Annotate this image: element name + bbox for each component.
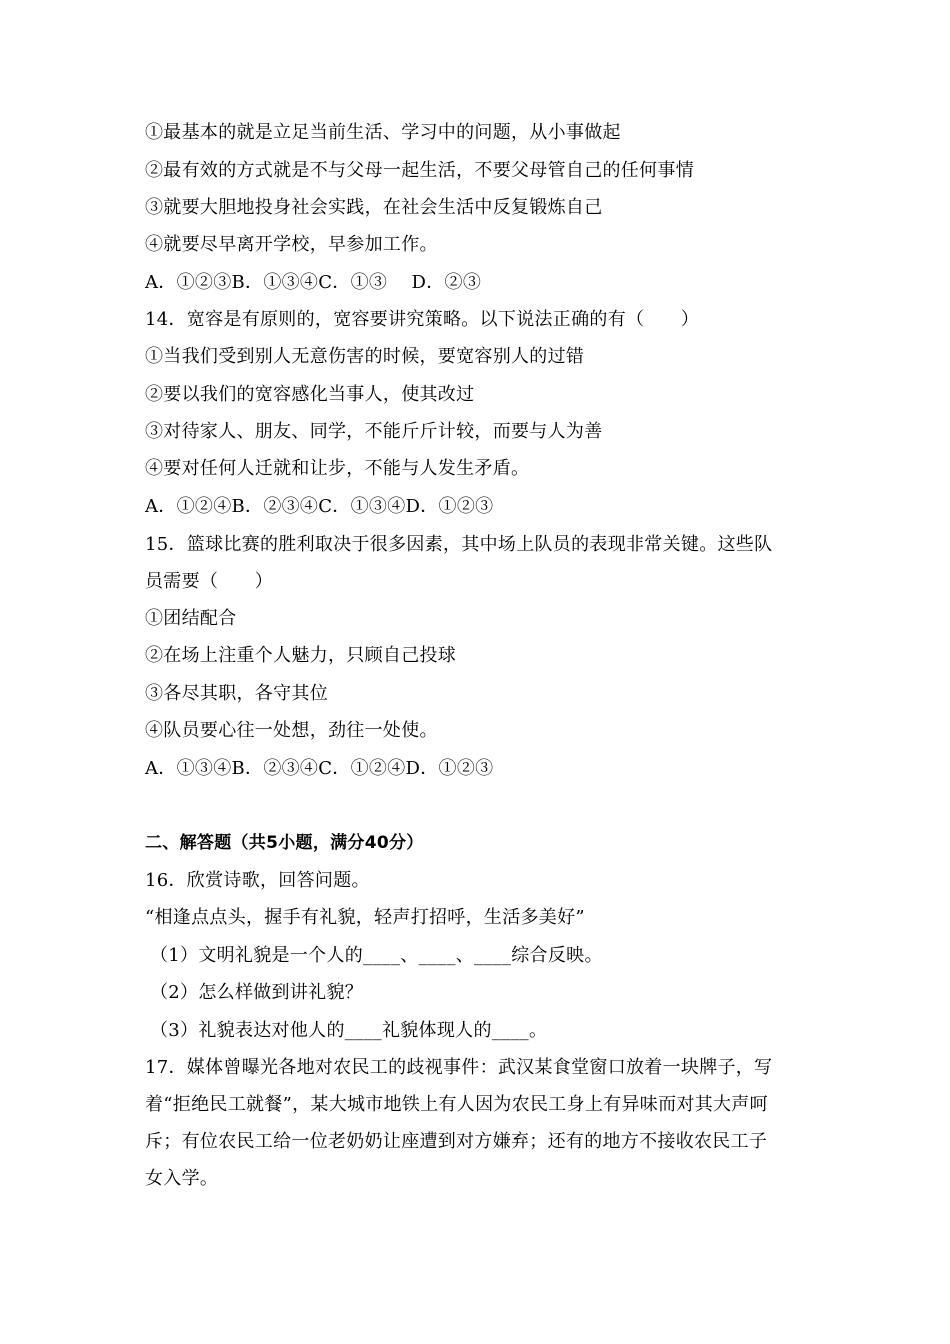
q13-option-3: ③就要大胆地投身社会实践，在社会生活中反复锻炼自己: [145, 197, 603, 218]
q15-stem-line-1: 15．篮球比赛的胜利取决于很多因素，其中场上队员的表现非常关键。这些队: [145, 534, 773, 555]
q15-option-1: ①团结配合: [145, 608, 237, 629]
q15-answer-choices: A．①③④B．②③④C．①②④D．①②③: [145, 758, 494, 779]
q13-answer-choices: A．①②③B．①③④C．①③ D．②③: [145, 272, 482, 293]
q16-sub-question-3: （3）礼貌表达对他人的____礼貌体现人的____。: [150, 1020, 548, 1041]
q15-option-3: ③各尽其职，各守其位: [145, 683, 328, 704]
q14-option-2: ②要以我们的宽容感化当事人，使其改过: [145, 384, 475, 405]
section-2-heading: 二、解答题（共5小题，满分40分）: [145, 833, 424, 853]
q17-text-line-1: 17．媒体曾曝光各地对农民工的歧视事件：武汉某食堂窗口放着一块牌子，写: [145, 1057, 773, 1078]
q16-sub-question-2: （2）怎么样做到讲礼貌？: [150, 982, 364, 1003]
q13-option-1: ①最基本的就是立足当前生活、学习中的问题，从小事做起: [145, 122, 621, 143]
q14-stem: 14．宽容是有原则的，宽容要讲究策略。以下说法正确的有（ ）: [145, 309, 700, 330]
q15-option-4: ④队员要心往一处想，劲往一处使。: [145, 720, 438, 741]
q17-text-line-4: 女入学。: [145, 1168, 219, 1189]
q17-text-line-3: 斥；有位农民工给一位老奶奶让座遭到对方嫌弃；还有的地方不接收农民工子: [145, 1131, 768, 1152]
q13-option-2: ②最有效的方式就是不与父母一起生活，不要父母管自己的任何事情: [145, 160, 694, 181]
q14-option-3: ③对待家人、朋友、同学，不能斤斤计较，而要与人为善: [145, 421, 603, 442]
q14-option-4: ④要对任何人迁就和让步，不能与人发生矛盾。: [145, 458, 530, 479]
q16-stem: 16．欣赏诗歌，回答问题。: [145, 870, 370, 891]
q15-stem-line-2: 员需要（ ）: [145, 571, 274, 592]
q14-answer-choices: A．①②④B．②③④C．①③④D．①②③: [145, 496, 494, 517]
q13-option-4: ④就要尽早离开学校，早参加工作。: [145, 234, 438, 255]
q17-text-line-2: 着“拒绝民工就餐”，某大城市地铁上有人因为农民工身上有异味而对其大声呵: [145, 1094, 768, 1115]
q15-option-2: ②在场上注重个人魅力，只顾自己投球: [145, 645, 457, 666]
q16-sub-question-1: （1）文明礼貌是一个人的____、____、____综合反映。: [150, 945, 603, 966]
q14-option-1: ①当我们受到别人无意伤害的时候，要宽容别人的过错: [145, 346, 585, 367]
q16-poem: “相逢点点头，握手有礼貌，轻声打招呼，生活多美好”: [145, 907, 585, 928]
